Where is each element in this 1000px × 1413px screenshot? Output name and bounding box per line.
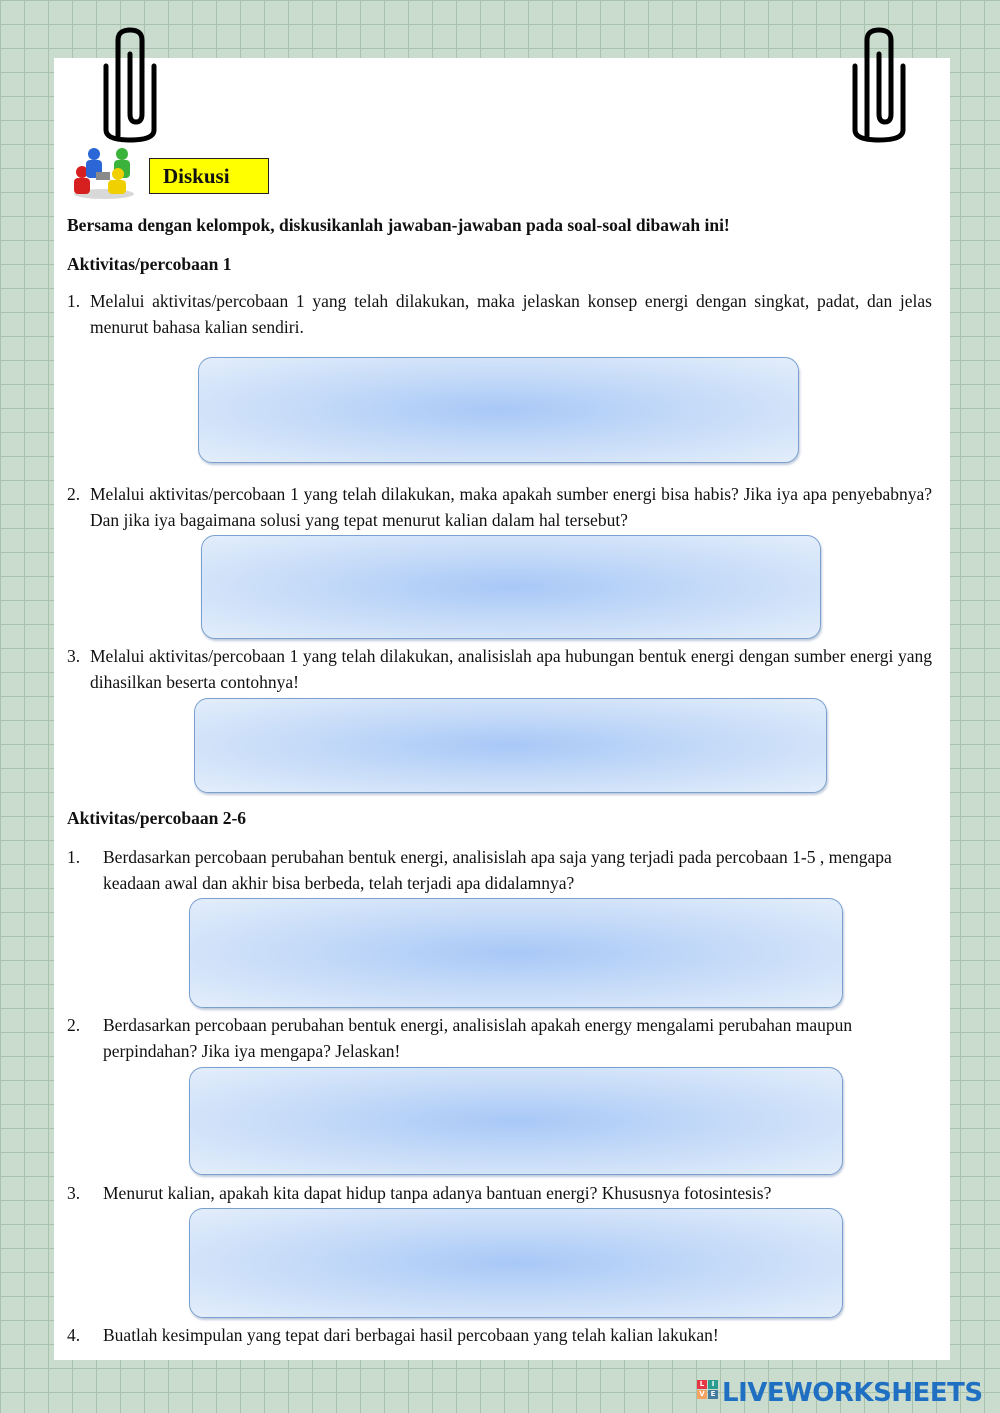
- section-title-badge: Diskusi: [149, 158, 269, 194]
- brand-name: LIVEWORKSHEETS: [722, 1378, 983, 1408]
- question-text: Menurut kalian, apakah kita dapat hidup tanpa adanya bantuan energi? Khususnya fotosintesis?: [103, 1183, 772, 1203]
- question-item: [67, 1180, 927, 1206]
- question-number: 2.: [67, 484, 81, 504]
- question-number: 3.: [67, 646, 81, 666]
- answer-box[interactable]: [201, 535, 821, 639]
- question-item: [67, 844, 927, 896]
- answer-box[interactable]: [198, 357, 799, 463]
- paper-clip-icon: [98, 26, 162, 146]
- question-number: 1.: [67, 847, 81, 867]
- question-text: Berdasarkan percobaan perubahan bentuk energi, analisislah apakah energy mengalami perubahan maupun perpindahan? Jika iya mengapa? Jelaskan!: [103, 1015, 853, 1061]
- answer-box[interactable]: [189, 898, 843, 1008]
- question-text: Berdasarkan percobaan perubahan bentuk energi, analisislah apa saja yang terjadi pada percobaan 1-5 , mengapa keadaan awal dan akhir bisa berbeda, telah terjadi apa didalamnya?: [103, 847, 892, 893]
- question-item: [67, 1012, 927, 1064]
- question-text: Melalui aktivitas/percobaan 1 yang telah dilakukan, maka jelaskan konsep energi dengan singkat, padat, dan jelas menurut bahasa kalian sendiri.: [90, 291, 932, 337]
- section-heading: Aktivitas/percobaan 2-6: [67, 808, 247, 828]
- question-number: 2.: [67, 1015, 81, 1035]
- live-badge-icon: L I V E: [697, 1378, 719, 1408]
- question-text: Melalui aktivitas/percobaan 1 yang telah dilakukan, analisislah apa hubungan bentuk energi dengan sumber energi yang dihasilkan beserta contohnya!: [90, 646, 932, 692]
- group-discussion-icon: [68, 146, 140, 200]
- question-text: Melalui aktivitas/percobaan 1 yang telah dilakukan, maka apakah sumber energi bisa habis? Jika iya apa penyebabnya? Dan jika iya bagaimana solusi yang tepat menurut kalian dalam hal tersebut?: [90, 484, 932, 530]
- liveworksheets-logo: [697, 1376, 983, 1410]
- answer-box[interactable]: [189, 1067, 843, 1175]
- question-number: 3.: [67, 1183, 81, 1203]
- answer-box[interactable]: [194, 698, 827, 793]
- section-heading: Aktivitas/percobaan 1: [67, 254, 232, 274]
- question-number: 1.: [67, 291, 81, 311]
- instruction-text: Bersama dengan kelompok, diskusikanlah jawaban-jawaban pada soal-soal dibawah ini!: [67, 215, 730, 235]
- question-item: [67, 288, 932, 340]
- question-number: 4.: [67, 1325, 81, 1345]
- paper-clip-icon: [847, 26, 911, 146]
- question-text: Buatlah kesimpulan yang tepat dari berbagai hasil percobaan yang telah kalian lakukan!: [103, 1325, 719, 1345]
- answer-box[interactable]: [189, 1208, 843, 1318]
- question-item: [67, 1322, 927, 1348]
- question-item: [67, 643, 932, 695]
- question-item: [67, 481, 932, 533]
